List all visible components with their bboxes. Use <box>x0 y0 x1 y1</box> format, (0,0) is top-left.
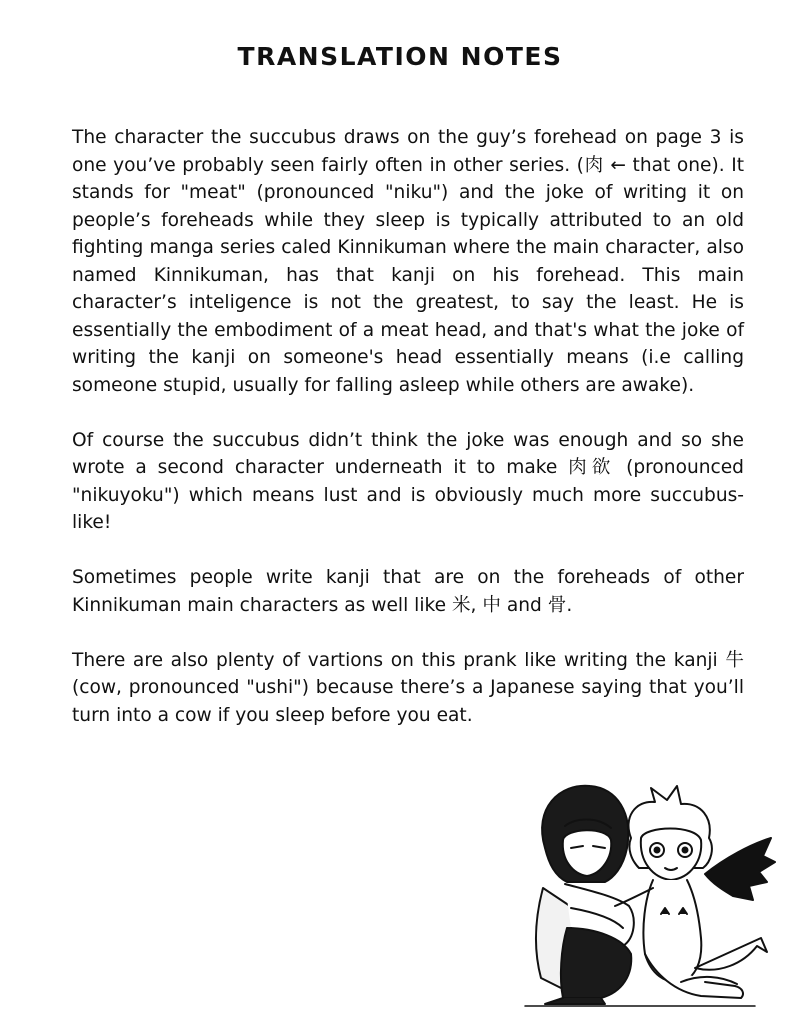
note-paragraph-3: Sometimes people write kanji that are on the foreheads of other Kinnikuman main characters as well like 米, 中 and 骨. <box>72 567 744 616</box>
girl-tail <box>695 938 767 970</box>
note-paragraph-2: Of course the succubus didn’t think the joke was enough and so she wrote a second character underneath it to make 肉欲 (pronounced "nikuyoku") which means lust and is obviously much more succubus-like! <box>72 429 744 533</box>
note-paragraph-4: There are also plenty of vartions on this prank like writing the kanji 牛 (cow, pronounced "ushi") because there’s a Japanese saying that you’ll turn into a cow if you sleep before you eat. <box>72 649 744 726</box>
girl-face <box>641 829 701 881</box>
note-paragraph-1: The character the succubus draws on the guy’s forehead on page 3 is one you’ve probably seen fairly often in other series. (肉 ← that one). It stands for "meat" (pronounced "niku") and the joke of writing it on people’s foreheads while they sleep is typically attributed to an old fighting manga series caled Kinnikuman where the main character, also named Kinnikuman, has that kanji on his forehead. This main character’s inteligence is not the greatest, to say the least. He is essentially the embodiment of a meat head, and that's what the joke of writing the kanji on someone's head essentially means (i.e calling someone stupid, usually for falling asleep while others are awake). <box>72 127 744 396</box>
page-title: TRANSLATION NOTES <box>237 42 563 71</box>
notes-body <box>72 124 744 757</box>
girl-wing <box>705 838 775 900</box>
manga-characters-illustration <box>505 778 780 1010</box>
